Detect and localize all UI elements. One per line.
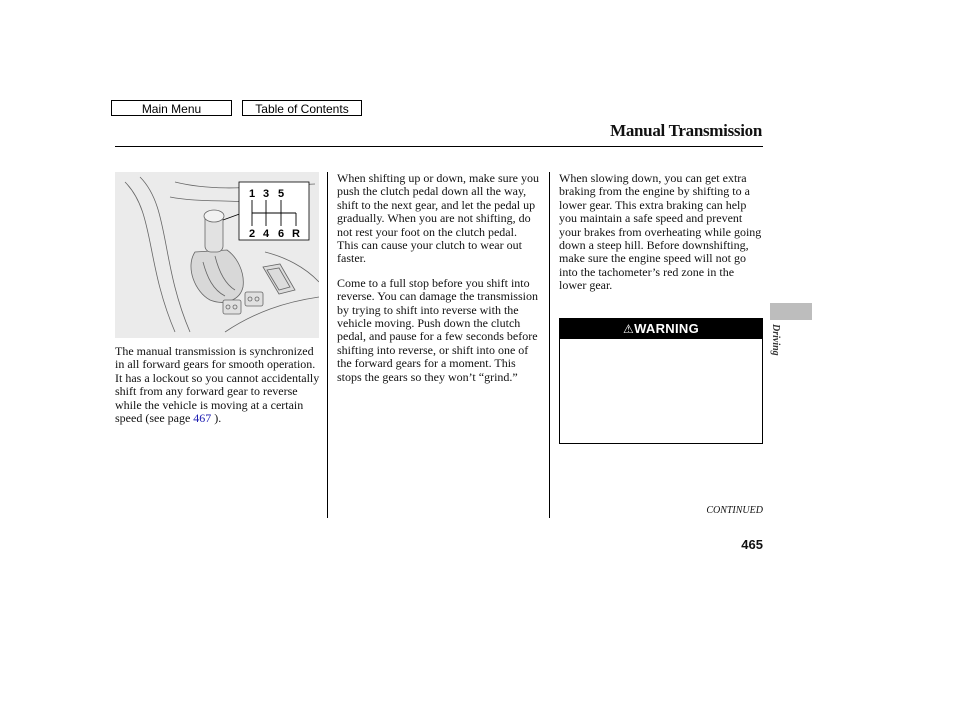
column-3-text: [559, 172, 763, 304]
shifter-drawing: [115, 172, 319, 338]
gear-label-3: 3: [262, 188, 270, 200]
intro-text: The manual transmission is synchronized in all forward gears for smooth operation. It has a lockout so you cannot accidentally shift from any forward gear to reverse while the vehicle is moving at a certain speed (see page: [115, 344, 320, 426]
warning-box: [559, 318, 763, 444]
warning-triangle-icon: ⚠: [623, 322, 635, 336]
column-divider-2: [549, 172, 550, 518]
page-link-467[interactable]: 467: [193, 411, 212, 426]
gear-label-6: 6: [277, 228, 285, 240]
main-menu-button[interactable]: Main Menu: [111, 100, 232, 116]
gear-label-5: 5: [277, 188, 285, 200]
warning-header: [560, 319, 762, 339]
table-of-contents-button[interactable]: Table of Contents: [242, 100, 362, 116]
gear-label-4: 4: [262, 228, 270, 240]
header-rule: [115, 146, 763, 147]
column-2-text: [337, 172, 541, 395]
column-1-text: [115, 345, 320, 436]
shifting-paragraph: When shifting up or down, make sure you push the clutch pedal down all the way, shift to the next gear, and let the pedal up gradually. When you are not shifting, do not rest your foot on the clutch pedal. This can cause your clutch to wear out faster.: [337, 171, 539, 266]
reverse-paragraph: Come to a full stop before you shift into reverse. You can damage the transmission by trying to shift into reverse with the vehicle moving. Push down the clutch pedal, and pause for a few seconds before shifting into reverse, or shift into one of the forward gears for a moment. This stops the gears so they won’t “grind.”: [337, 275, 538, 384]
page-title: Manual Transmission: [610, 121, 762, 140]
shifter-illustration: [115, 172, 319, 338]
gear-label-1: 1: [248, 188, 256, 200]
section-tab-label: Driving: [770, 324, 781, 356]
transmission-intro-paragraph: [115, 345, 320, 425]
downshift-paragraph: When slowing down, you can get extra braking from the engine by shifting to a lower gear. This extra braking can help you maintain a safe speed and prevent your brakes from overheating while going down a steep hill. Before downshifting, make sure the engine speed will not go into the tachometer’s red zone in the lower gear.: [559, 171, 762, 293]
continued-label: CONTINUED: [706, 505, 763, 516]
page-number: 465: [741, 537, 763, 552]
column-divider-1: [327, 172, 328, 518]
section-tab-marker: [770, 303, 812, 320]
warning-label: WARNING: [634, 321, 699, 336]
intro-text-end: ).: [211, 411, 222, 426]
gear-label-2: 2: [248, 228, 256, 240]
gear-label-r: R: [292, 228, 300, 240]
